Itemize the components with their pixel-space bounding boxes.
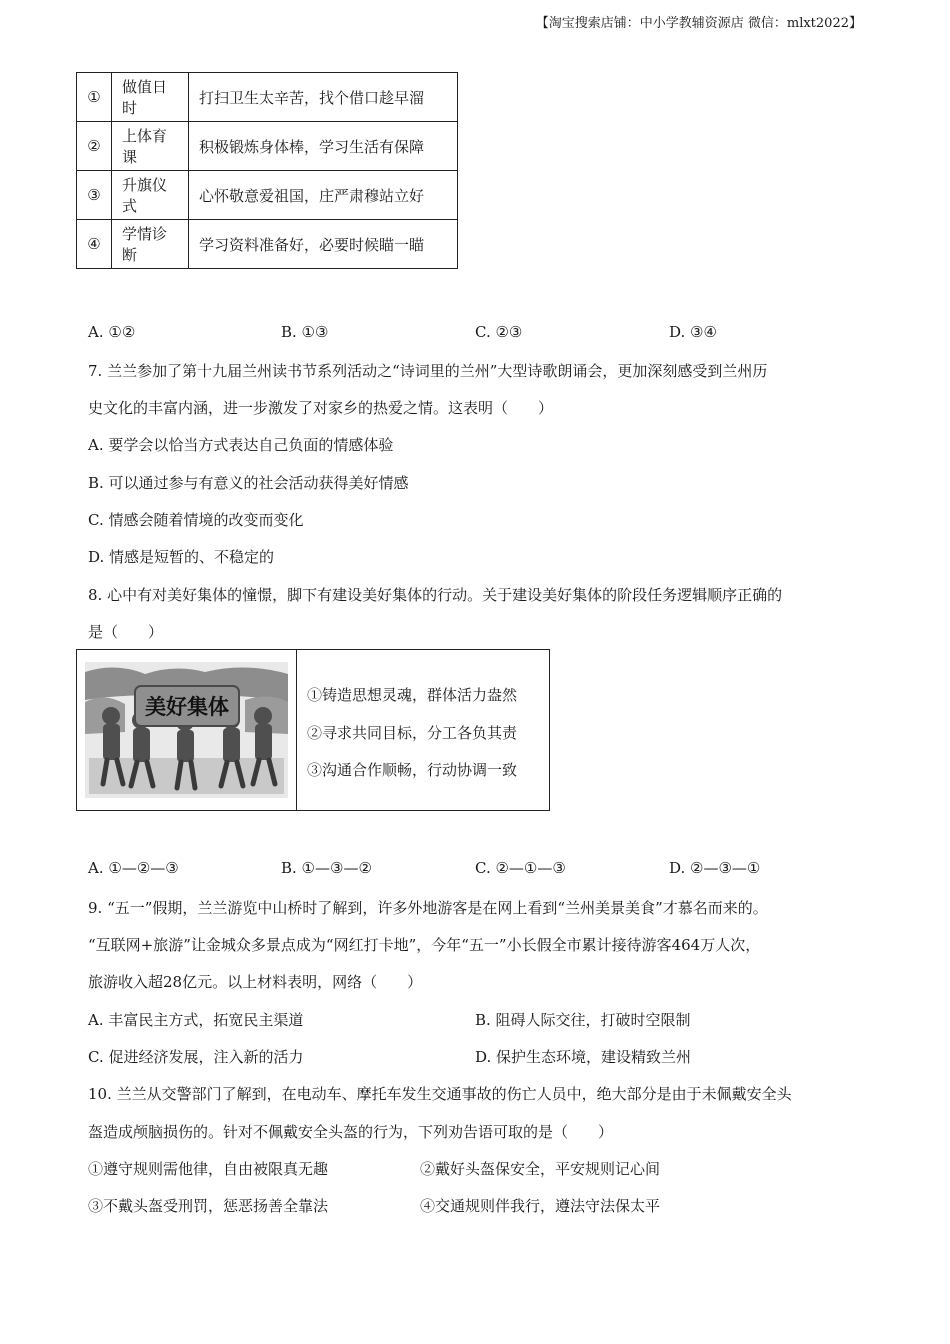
- q7-option-d[interactable]: D. 情感是短暂的、不稳定的: [88, 548, 275, 566]
- q10-stem-line-1: 10. 兰兰从交警部门了解到，在电动车、摩托车发生交通事故的伤亡人员中，绝大部分是由于未佩戴安全头: [88, 1085, 792, 1103]
- row-behavior: 打扫卫生太辛苦，找个借口趁早溜: [189, 73, 458, 122]
- row-number: ①: [77, 73, 112, 122]
- question-6-table: [76, 72, 458, 269]
- q7-option-c[interactable]: C. 情感会随着情境的改变而变化: [88, 511, 304, 529]
- q10-statement-2: ②戴好头盔保安全，平安规则记心间: [420, 1160, 661, 1178]
- sign-text: 美好集体: [145, 695, 229, 719]
- q9-stem-line-3: 旅游收入超28亿元。以上材料表明，网络（ ）: [88, 973, 423, 991]
- row-behavior: 学习资料准备好，必要时候瞄一瞄: [189, 220, 458, 269]
- q8-material-box: [76, 649, 550, 811]
- q9-stem-line-1: 9. “五一”假期，兰兰游览中山桥时了解到，许多外地游客是在网上看到“兰州美景美食”才慕名而来的。: [88, 899, 768, 917]
- q9-option-c[interactable]: C. 促进经济发展，注入新的活力: [88, 1048, 304, 1066]
- q10-stem-line-2: 盔造成颅脑损伤的。针对不佩戴安全头盔的行为，下列劝告语可取的是（ ）: [88, 1123, 614, 1141]
- q8-statement-3: ③沟通合作顺畅，行动协调一致: [307, 761, 518, 779]
- q6-option-a[interactable]: A. ①②: [88, 323, 136, 341]
- group-holding-sign-illustration: [85, 662, 288, 798]
- q7-stem-line-2: 史文化的丰富内涵，进一步激发了对家乡的热爱之情。这表明（ ）: [88, 399, 554, 417]
- q8-stem-line-1: 8. 心中有对美好集体的憧憬，脚下有建设美好集体的行动。关于建设美好集体的阶段任务逻辑顺序正确的: [88, 586, 783, 604]
- q8-option-a[interactable]: A. ①—②—③: [88, 859, 179, 877]
- q8-option-b[interactable]: B. ①—③—②: [281, 859, 372, 877]
- row-number: ③: [77, 171, 112, 220]
- q8-statement-1: ①铸造思想灵魂，群体活力盎然: [307, 686, 518, 704]
- q7-option-a[interactable]: A. 要学会以恰当方式表达自己负面的情感体验: [88, 436, 394, 454]
- page-header: 【淘宝搜索店铺：中小学教辅资源店 微信：mlxt2022】: [535, 16, 862, 31]
- row-activity: 升旗仪式: [112, 171, 189, 220]
- q7-stem-line-1: 7. 兰兰参加了第十九届兰州读书节系列活动之“诗词里的兰州”大型诗歌朗诵会，更加深刻感受到兰州历: [88, 362, 768, 380]
- q8-stem-line-2: 是（ ）: [88, 623, 164, 641]
- q9-option-b[interactable]: B. 阻碍人际交往，打破时空限制: [475, 1011, 691, 1029]
- q10-statement-3: ③不戴头盔受刑罚，惩恶扬善全靠法: [88, 1197, 329, 1215]
- q6-option-d[interactable]: D. ③④: [669, 323, 717, 341]
- q9-option-a[interactable]: A. 丰富民主方式，拓宽民主渠道: [88, 1011, 304, 1029]
- row-behavior: 心怀敬意爱祖国，庄严肃穆站立好: [189, 171, 458, 220]
- box-divider: [296, 650, 297, 810]
- row-activity: 做值日时: [112, 73, 189, 122]
- row-number: ④: [77, 220, 112, 269]
- table-row: [77, 220, 458, 269]
- q9-option-d[interactable]: D. 保护生态环境，建设精致兰州: [475, 1048, 692, 1066]
- row-number: ②: [77, 122, 112, 171]
- table-row: [77, 171, 458, 220]
- q9-stem-line-2: “互联网+旅游”让金城众多景点成为“网红打卡地”，今年“五一”小长假全市累计接待游客464万人次，: [88, 936, 761, 954]
- q10-statement-1: ①遵守规则需他律，自由被限真无趣: [88, 1160, 329, 1178]
- row-behavior: 积极锻炼身体棒，学习生活有保障: [189, 122, 458, 171]
- q6-option-c[interactable]: C. ②③: [475, 323, 523, 341]
- q8-option-c[interactable]: C. ②—①—③: [475, 859, 566, 877]
- row-activity: 学情诊断: [112, 220, 189, 269]
- q8-statement-2: ②寻求共同目标，分工各负其责: [307, 724, 518, 742]
- q6-option-b[interactable]: B. ①③: [281, 323, 329, 341]
- q7-option-b[interactable]: B. 可以通过参与有意义的社会活动获得美好情感: [88, 474, 409, 492]
- q10-statement-4: ④交通规则伴我行，遵法守法保太平: [420, 1197, 661, 1215]
- table-row: [77, 73, 458, 122]
- table-row: [77, 122, 458, 171]
- q8-option-d[interactable]: D. ②—③—①: [669, 859, 761, 877]
- row-activity: 上体育课: [112, 122, 189, 171]
